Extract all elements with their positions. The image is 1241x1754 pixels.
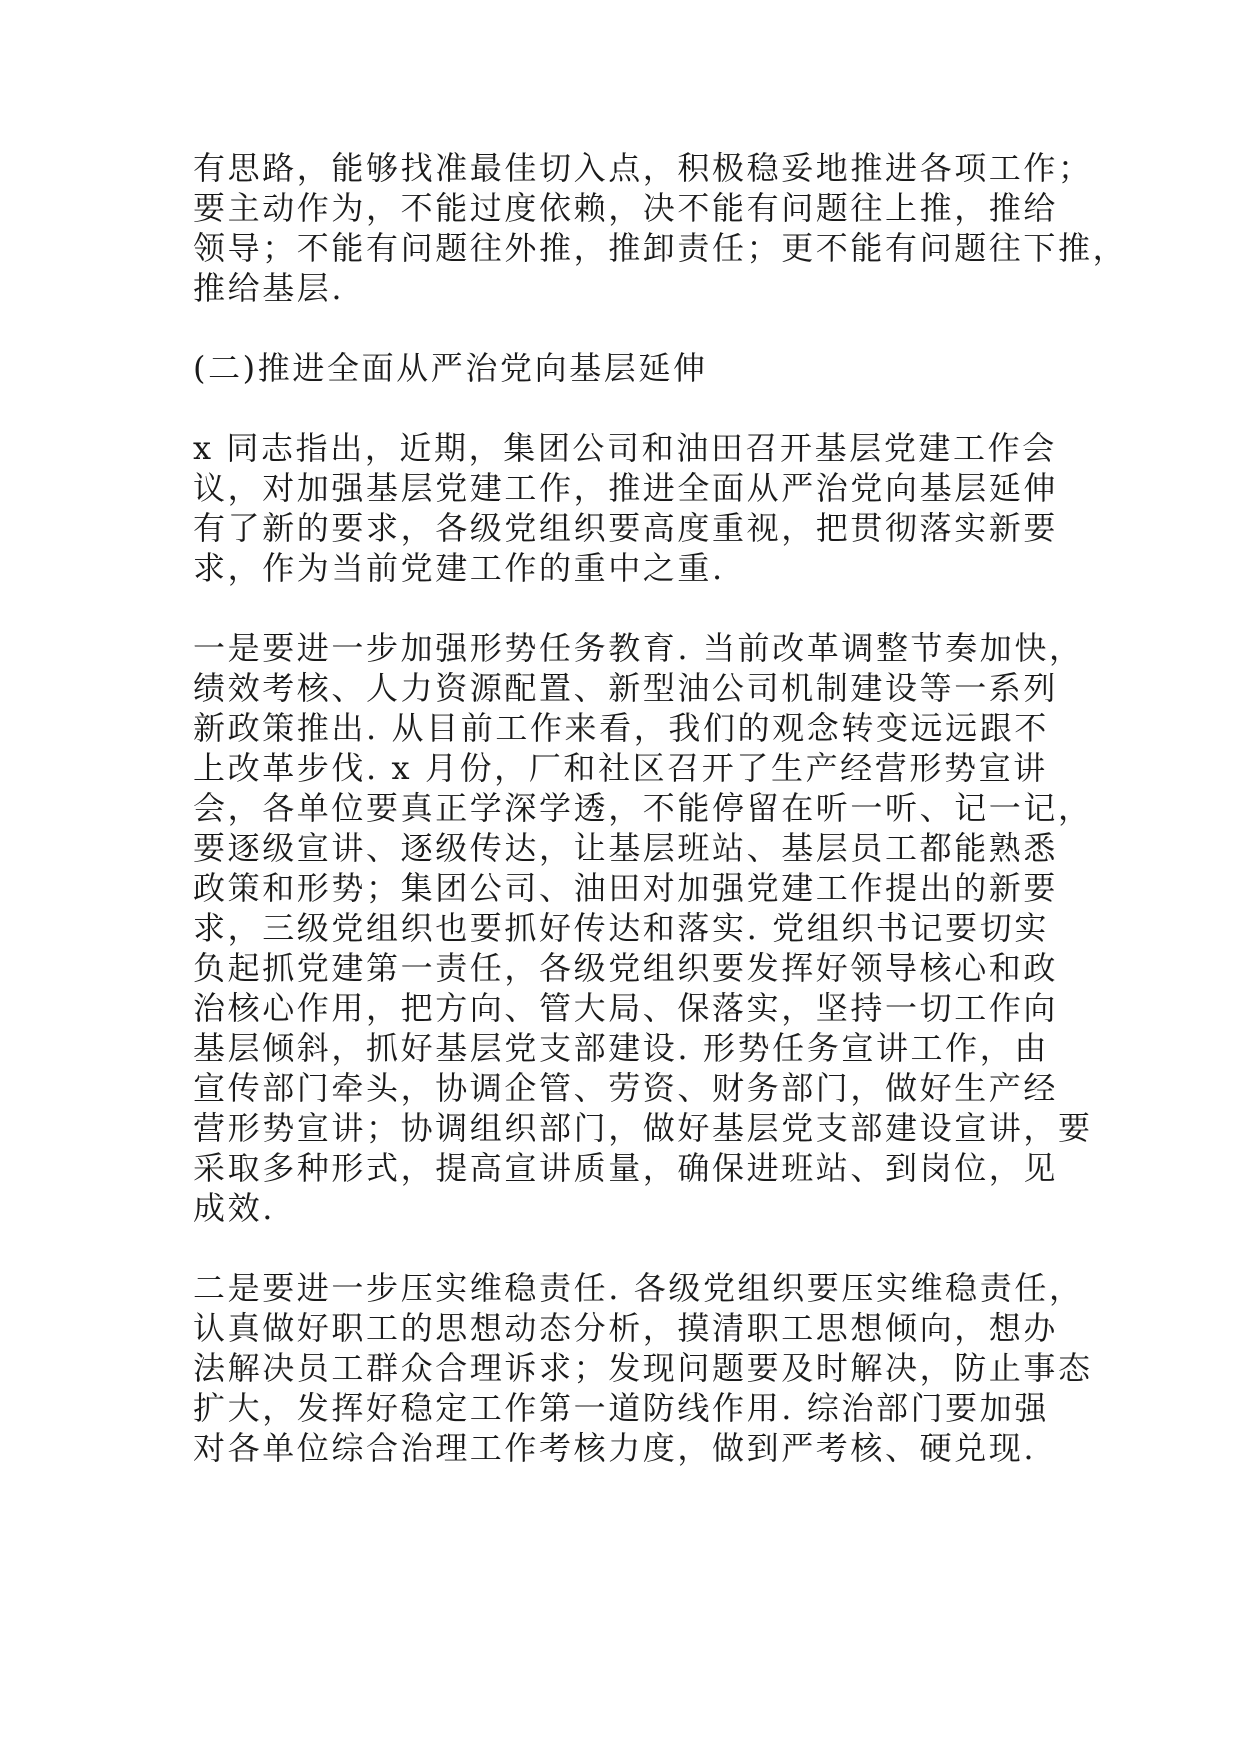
text-line: 求，作为当前党建工作的重中之重. xyxy=(193,549,725,587)
text-line: 新政策推出. 从目前工作来看，我们的观念转变远远跟不 xyxy=(193,709,1049,747)
text-line: 绩效考核、人力资源配置、新型油公司机制建设等一系列 xyxy=(193,669,1059,707)
text-line: 认真做好职工的思想动态分析，摸清职工思想倾向，想办 xyxy=(193,1309,1059,1347)
text-line: 要主动作为，不能过度依赖，决不能有问题往上推，推给 xyxy=(193,189,1059,227)
text-line: 上改革步伐. x 月份，厂和社区召开了生产经营形势宣讲 xyxy=(193,749,1048,787)
text-line: 领导；不能有问题往外推，推卸责任；更不能有问题往下推， xyxy=(193,229,1128,267)
text-line: 扩大，发挥好稳定工作第一道防线作用. 综治部门要加强 xyxy=(193,1389,1049,1427)
text-line: 推给基层. xyxy=(193,269,345,307)
text-line: 有了新的要求，各级党组织要高度重视，把贯彻落实新要 xyxy=(193,509,1059,547)
text-line: 负起抓党建第一责任，各级党组织要发挥好领导核心和政 xyxy=(193,949,1059,987)
document-body xyxy=(193,148,1128,1508)
text-line: 采取多种形式，提高宣讲质量，确保进班站、到岗位，见 xyxy=(193,1149,1059,1187)
text-line: 政策和形势；集团公司、油田对加强党建工作提出的新要 xyxy=(193,869,1059,907)
text-line: 对各单位综合治理工作考核力度，做到严考核、硬兑现. xyxy=(193,1429,1037,1467)
text-line: x 同志指出，近期，集团公司和油田召开基层党建工作会 xyxy=(193,429,1057,467)
text-line: 议，对加强基层党建工作，推进全面从严治党向基层延伸 xyxy=(193,469,1059,507)
text-line: 会，各单位要真正学深学透，不能停留在听一听、记一记， xyxy=(193,789,1093,827)
paragraph-instructions xyxy=(193,428,1059,588)
text-line: 要逐级宣讲、逐级传达，让基层班站、基层员工都能熟悉 xyxy=(193,829,1059,867)
text-line: 求，三级党组织也要抓好传达和落实. 党组织书记要切实 xyxy=(193,909,1049,947)
paragraph-point-two xyxy=(193,1268,1093,1468)
text-line: 治核心作用，把方向、管大局、保落实，坚持一切工作向 xyxy=(193,989,1059,1027)
text-line: 成效. xyxy=(193,1189,275,1227)
heading-line: (二)推进全面从严治党向基层延伸 xyxy=(193,349,708,387)
text-line: 有思路，能够找准最佳切入点，积极稳妥地推进各项工作； xyxy=(193,149,1093,187)
text-line: 一是要进一步加强形势任务教育. 当前改革调整节奏加快， xyxy=(193,629,1084,667)
text-line: 法解决员工群众合理诉求；发现问题要及时解决，防止事态 xyxy=(193,1349,1093,1387)
text-line: 二是要进一步压实维稳责任. 各级党组织要压实维稳责任， xyxy=(193,1269,1084,1307)
paragraph-point-one xyxy=(193,628,1093,1228)
text-line: 基层倾斜，抓好基层党支部建设. 形势任务宣讲工作，由 xyxy=(193,1029,1049,1067)
text-line: 宣传部门牵头，协调企管、劳资、财务部门，做好生产经 xyxy=(193,1069,1059,1107)
paragraph-work-approach xyxy=(193,148,1128,308)
text-line: 营形势宣讲；协调组织部门，做好基层党支部建设宣讲，要 xyxy=(193,1109,1093,1147)
section-heading xyxy=(193,348,1053,388)
